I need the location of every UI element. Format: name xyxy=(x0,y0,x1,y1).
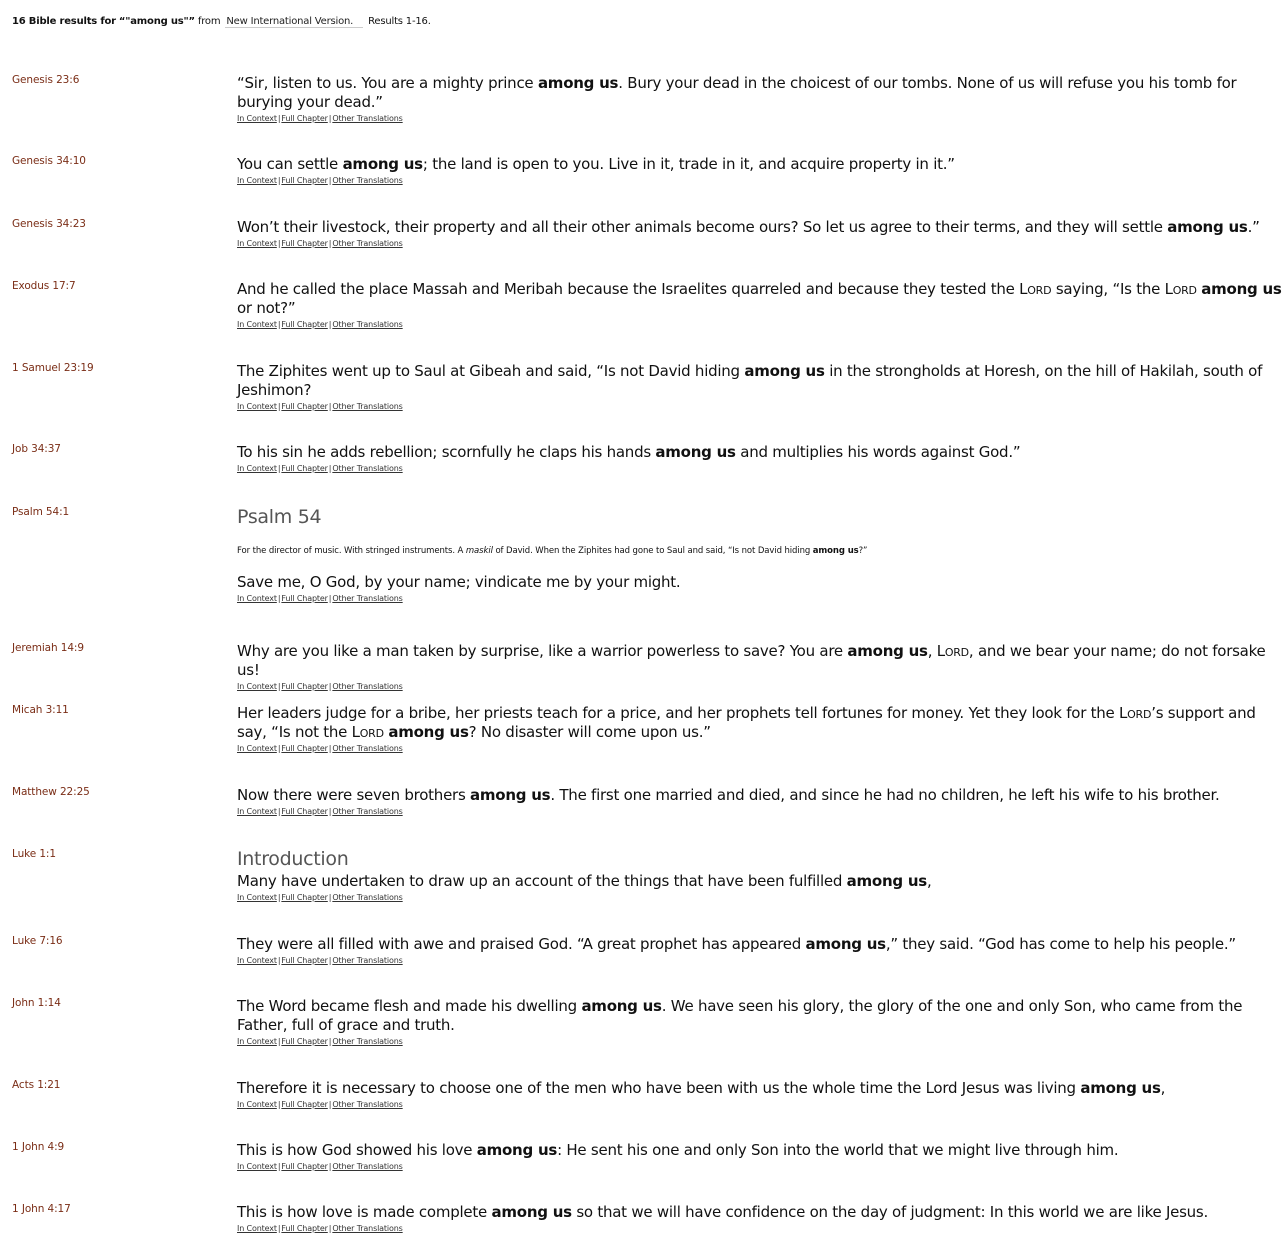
link-separator: | xyxy=(328,744,332,753)
search-term-highlight: among us xyxy=(655,443,736,461)
verse-links xyxy=(237,1036,1283,1047)
verse-links xyxy=(237,1161,1283,1172)
verse-fragment: , and we bear your name; do not forsake us! xyxy=(237,642,1266,679)
other-translations-link[interactable]: Other Translations xyxy=(332,744,403,753)
divine-name: Lord xyxy=(351,723,384,741)
verse-reference-link[interactable]: John 1:14 xyxy=(12,997,61,1009)
full-chapter-link[interactable]: Full Chapter xyxy=(281,402,328,411)
in-context-link[interactable]: In Context xyxy=(237,114,277,123)
verse-content xyxy=(237,443,1283,474)
verse-text xyxy=(237,872,1283,891)
in-context-link[interactable]: In Context xyxy=(237,807,277,816)
full-chapter-link[interactable]: Full Chapter xyxy=(281,594,328,603)
link-separator: | xyxy=(328,1100,332,1109)
verse-content xyxy=(237,935,1283,966)
verse-fragment: Won’t their livestock, their property and all their other animals become ours? So let us agree to their terms, and they will settle xyxy=(237,218,1168,236)
verse-text xyxy=(237,935,1283,954)
full-chapter-link[interactable]: Full Chapter xyxy=(281,176,328,185)
link-separator: | xyxy=(277,956,281,965)
results-range: Results 1-16. xyxy=(368,16,431,27)
divine-name: Lord xyxy=(1019,280,1052,298)
link-separator: | xyxy=(277,320,281,329)
other-translations-link[interactable]: Other Translations xyxy=(332,176,403,185)
verse-fragment: ; the land is open to you. Live in it, trade in it, and acquire property in it.” xyxy=(422,155,955,173)
verse-fragment: To his sin he adds rebellion; scornfully he claps his hands xyxy=(237,443,656,461)
verse-fragment: You can settle xyxy=(237,155,343,173)
search-term-highlight: among us xyxy=(847,642,928,660)
in-context-link[interactable]: In Context xyxy=(237,1100,277,1109)
divine-name: Lord xyxy=(936,642,969,660)
verse-fragment: For the director of music. With stringed instruments. A xyxy=(237,546,466,556)
verse-fragment: .” xyxy=(1247,218,1260,236)
search-term-highlight: among us xyxy=(846,872,927,890)
verse-reference-link[interactable]: Psalm 54:1 xyxy=(12,506,70,518)
link-separator: | xyxy=(328,176,332,185)
link-separator: | xyxy=(277,1100,281,1109)
verse-content xyxy=(237,704,1283,754)
verse-fragment: Save me, O God, by your name; vindicate me by your might. xyxy=(237,573,681,591)
link-separator: | xyxy=(277,682,281,691)
link-separator: | xyxy=(277,744,281,753)
link-separator: | xyxy=(277,464,281,473)
link-separator: | xyxy=(277,807,281,816)
other-translations-link[interactable]: Other Translations xyxy=(332,1037,403,1046)
verse-reference-link[interactable]: Job 34:37 xyxy=(12,443,61,455)
in-context-link[interactable]: In Context xyxy=(237,239,277,248)
verse-reference-link[interactable]: Exodus 17:7 xyxy=(12,280,76,292)
verse-content xyxy=(237,997,1283,1047)
other-translations-link[interactable]: Other Translations xyxy=(332,402,403,411)
verse-links xyxy=(237,401,1283,412)
link-separator: | xyxy=(277,1037,281,1046)
search-term-highlight: among us xyxy=(805,935,886,953)
full-chapter-link[interactable]: Full Chapter xyxy=(281,464,328,473)
verse-text xyxy=(237,1079,1283,1098)
other-translations-link[interactable]: Other Translations xyxy=(332,956,403,965)
other-translations-link[interactable]: Other Translations xyxy=(332,1162,403,1171)
in-context-link[interactable]: In Context xyxy=(237,1224,277,1233)
verse-links xyxy=(237,681,1283,692)
verse-fragment: , xyxy=(926,872,932,890)
link-separator: | xyxy=(328,682,332,691)
verse-fragment: maskil xyxy=(465,546,493,556)
verse-content xyxy=(237,506,1283,604)
verse-reference-link[interactable]: 1 Samuel 23:19 xyxy=(12,362,94,374)
verse-fragment: This is how God showed his love xyxy=(237,1141,477,1159)
verse-links xyxy=(237,463,1283,474)
full-chapter-link[interactable]: Full Chapter xyxy=(281,744,328,753)
verse-text xyxy=(237,573,1283,592)
verse-links xyxy=(237,892,1283,903)
other-translations-link[interactable]: Other Translations xyxy=(332,1100,403,1109)
verse-fragment: The Word became flesh and made his dwelling xyxy=(237,997,582,1015)
search-query: “"among us"” xyxy=(118,16,195,27)
in-context-link[interactable]: In Context xyxy=(237,682,277,691)
other-translations-link[interactable]: Other Translations xyxy=(332,320,403,329)
other-translations-link[interactable]: Other Translations xyxy=(332,239,403,248)
full-chapter-link[interactable]: Full Chapter xyxy=(281,1162,328,1171)
divine-name: Lord xyxy=(1119,704,1152,722)
verse-fragment: in the strongholds at Horesh, on the hill of Hakilah, south of Jeshimon? xyxy=(237,362,1263,399)
link-separator: | xyxy=(277,402,281,411)
link-separator: | xyxy=(328,807,332,816)
verse-fragment: of David. When the Ziphites had gone to Saul and said, “Is not David hiding xyxy=(492,546,813,556)
verse-text xyxy=(237,443,1283,462)
other-translations-link[interactable]: Other Translations xyxy=(332,893,403,902)
search-term-highlight: among us xyxy=(537,74,619,92)
link-separator: | xyxy=(328,1224,332,1233)
verse-fragment: : He sent his one and only Son into the world that we might live through him. xyxy=(557,1141,1119,1159)
search-term-highlight: among us xyxy=(1167,218,1248,236)
verse-links xyxy=(237,806,1283,817)
link-separator: | xyxy=(328,893,332,902)
verse-links xyxy=(237,1223,1283,1234)
verse-links xyxy=(237,175,1283,186)
in-context-link[interactable]: In Context xyxy=(237,464,277,473)
search-term-highlight: among us xyxy=(470,786,551,804)
link-separator: | xyxy=(277,114,281,123)
in-context-link[interactable]: In Context xyxy=(237,176,277,185)
verse-fragment: This is how love is made complete xyxy=(237,1203,492,1221)
other-translations-link[interactable]: Other Translations xyxy=(332,807,403,816)
verse-fragment: They were all filled with awe and praised God. “A great prophet has appeared xyxy=(237,935,806,953)
search-term-highlight: among us xyxy=(388,723,469,741)
verse-text xyxy=(237,1141,1283,1160)
full-chapter-link[interactable]: Full Chapter xyxy=(281,239,328,248)
full-chapter-link[interactable]: Full Chapter xyxy=(281,682,328,691)
verse-fragment: Many have undertaken to draw up an account of the things that have been fulfilled xyxy=(237,872,847,890)
in-context-link[interactable]: In Context xyxy=(237,893,277,902)
search-term-highlight: among us xyxy=(581,997,662,1015)
verse-content xyxy=(237,1141,1283,1172)
verse-fragment: Now there were seven brothers xyxy=(237,786,471,804)
other-translations-link[interactable]: Other Translations xyxy=(332,682,403,691)
verse-content xyxy=(237,1203,1283,1234)
full-chapter-link[interactable]: Full Chapter xyxy=(281,807,328,816)
version-select[interactable]: New International Version. xyxy=(225,16,363,28)
verse-content xyxy=(237,155,1283,186)
verse-text xyxy=(237,642,1283,680)
verse-content xyxy=(237,1079,1283,1110)
verse-links xyxy=(237,238,1283,249)
verse-content xyxy=(237,642,1283,692)
verse-fragment: saying, “Is the xyxy=(1051,280,1165,298)
verse-content xyxy=(237,218,1283,249)
verse-fragment: And he called the place Massah and Meribah because the Israelites quarreled and because they tested the xyxy=(237,280,1020,298)
verse-content xyxy=(237,74,1283,124)
verse-fragment: and multiplies his words against God.” xyxy=(735,443,1021,461)
verse-text xyxy=(237,786,1283,805)
verse-links xyxy=(237,743,1283,754)
verse-fragment: . Bury your dead in the choicest of our tombs. None of us will refuse you his tomb for burying your dead.” xyxy=(237,74,1237,111)
full-chapter-link[interactable]: Full Chapter xyxy=(281,114,328,123)
full-chapter-link[interactable]: Full Chapter xyxy=(281,893,328,902)
link-separator: | xyxy=(328,956,332,965)
verse-fragment: ,” they said. “God has come to help his people.” xyxy=(885,935,1236,953)
verse-links xyxy=(237,1099,1283,1110)
results-summary xyxy=(12,16,431,28)
verse-fragment: , xyxy=(927,642,937,660)
other-translations-link[interactable]: Other Translations xyxy=(332,1224,403,1233)
verse-fragment: The Ziphites went up to Saul at Gibeah and said, “Is not David hiding xyxy=(237,362,745,380)
link-separator: | xyxy=(328,594,332,603)
verse-text xyxy=(237,704,1283,742)
verse-reference-link[interactable]: Genesis 34:23 xyxy=(12,218,86,230)
verse-reference-link[interactable]: Genesis 34:10 xyxy=(12,155,86,167)
verse-text xyxy=(237,280,1283,318)
link-separator: | xyxy=(328,1037,332,1046)
link-separator: | xyxy=(328,1162,332,1171)
link-separator: | xyxy=(277,239,281,248)
search-term-highlight: among us xyxy=(1201,280,1282,298)
link-separator: | xyxy=(328,320,332,329)
in-context-link[interactable]: In Context xyxy=(237,320,277,329)
link-separator: | xyxy=(277,1224,281,1233)
divine-name: Lord xyxy=(1164,280,1197,298)
verse-fragment: ’s support and say, “Is not the xyxy=(237,704,1256,741)
verse-fragment: ? No disaster will come upon us.” xyxy=(468,723,711,741)
section-heading: Introduction xyxy=(237,848,349,870)
other-translations-link[interactable]: Other Translations xyxy=(332,464,403,473)
search-term-highlight: among us xyxy=(812,546,859,556)
results-count: 16 Bible results for xyxy=(12,16,116,27)
in-context-link[interactable]: In Context xyxy=(237,402,277,411)
search-term-highlight: among us xyxy=(476,1141,558,1159)
verse-content xyxy=(237,280,1283,330)
search-term-highlight: among us xyxy=(1080,1079,1161,1097)
link-separator: | xyxy=(277,176,281,185)
verse-text xyxy=(237,155,1283,174)
link-separator: | xyxy=(328,239,332,248)
verse-text xyxy=(237,74,1283,112)
in-context-link[interactable]: In Context xyxy=(237,956,277,965)
search-term-highlight: among us xyxy=(491,1203,572,1221)
verse-reference-link[interactable]: Jeremiah 14:9 xyxy=(12,642,84,654)
verse-fragment: Therefore it is necessary to choose one of the men who have been with us the whole time the Lord Jesus was living xyxy=(237,1079,1081,1097)
verse-content xyxy=(237,786,1283,817)
verse-reference-link[interactable]: Matthew 22:25 xyxy=(12,786,90,798)
verse-reference-link[interactable]: Luke 7:16 xyxy=(12,935,63,947)
link-separator: | xyxy=(277,893,281,902)
psalm-superscription xyxy=(237,545,1283,557)
verse-content xyxy=(237,848,1283,903)
verse-content xyxy=(237,362,1283,412)
full-chapter-link[interactable]: Full Chapter xyxy=(281,956,328,965)
full-chapter-link[interactable]: Full Chapter xyxy=(281,320,328,329)
verse-fragment: . The first one married and died, and since he had no children, he left his wife to his brother. xyxy=(550,786,1220,804)
search-term-highlight: among us xyxy=(342,155,423,173)
verse-fragment: Why are you like a man taken by surprise, like a warrior powerless to save? You are xyxy=(237,642,848,660)
in-context-link[interactable]: In Context xyxy=(237,1162,277,1171)
link-separator: | xyxy=(328,114,332,123)
verse-reference-link[interactable]: Genesis 23:6 xyxy=(12,74,80,86)
verse-links xyxy=(237,319,1283,330)
other-translations-link[interactable]: Other Translations xyxy=(332,114,403,123)
link-separator: | xyxy=(277,594,281,603)
link-separator: | xyxy=(328,402,332,411)
in-context-link[interactable]: In Context xyxy=(237,1037,277,1046)
search-term-highlight: among us xyxy=(744,362,825,380)
verse-fragment: or not?” xyxy=(237,299,296,317)
verse-reference-link[interactable]: Luke 1:1 xyxy=(12,848,56,860)
verse-fragment: , xyxy=(1160,1079,1166,1097)
full-chapter-link[interactable]: Full Chapter xyxy=(281,1100,328,1109)
verse-links xyxy=(237,593,1283,604)
in-context-link[interactable]: In Context xyxy=(237,744,277,753)
verse-fragment: so that we will have confidence on the day of judgment: In this world we are like Jesus. xyxy=(571,1203,1209,1221)
link-separator: | xyxy=(277,1162,281,1171)
verse-text xyxy=(237,362,1283,400)
verse-fragment: “Sir, listen to us. You are a mighty prince xyxy=(237,74,538,92)
full-chapter-link[interactable]: Full Chapter xyxy=(281,1037,328,1046)
other-translations-link[interactable]: Other Translations xyxy=(332,594,403,603)
full-chapter-link[interactable]: Full Chapter xyxy=(281,1224,328,1233)
verse-fragment: . We have seen his glory, the glory of the one and only Son, who came from the Father, full of grace and truth. xyxy=(237,997,1243,1034)
verse-reference-link[interactable]: Micah 3:11 xyxy=(12,704,69,716)
verse-reference-link[interactable]: Acts 1:21 xyxy=(12,1079,61,1091)
verse-text xyxy=(237,1203,1283,1222)
verse-links xyxy=(237,955,1283,966)
verse-fragment: ?” xyxy=(858,546,868,556)
in-context-link[interactable]: In Context xyxy=(237,594,277,603)
section-heading: Psalm 54 xyxy=(237,506,322,528)
verse-text xyxy=(237,997,1283,1035)
link-separator: | xyxy=(328,464,332,473)
verse-reference-link[interactable]: 1 John 4:9 xyxy=(12,1141,65,1153)
verse-fragment: Her leaders judge for a bribe, her priests teach for a price, and her prophets tell fortunes for money. Yet they look for the xyxy=(237,704,1120,722)
verse-text xyxy=(237,218,1283,237)
verse-links xyxy=(237,113,1283,124)
verse-reference-link[interactable]: 1 John 4:17 xyxy=(12,1203,71,1215)
from-label: from xyxy=(197,16,221,27)
